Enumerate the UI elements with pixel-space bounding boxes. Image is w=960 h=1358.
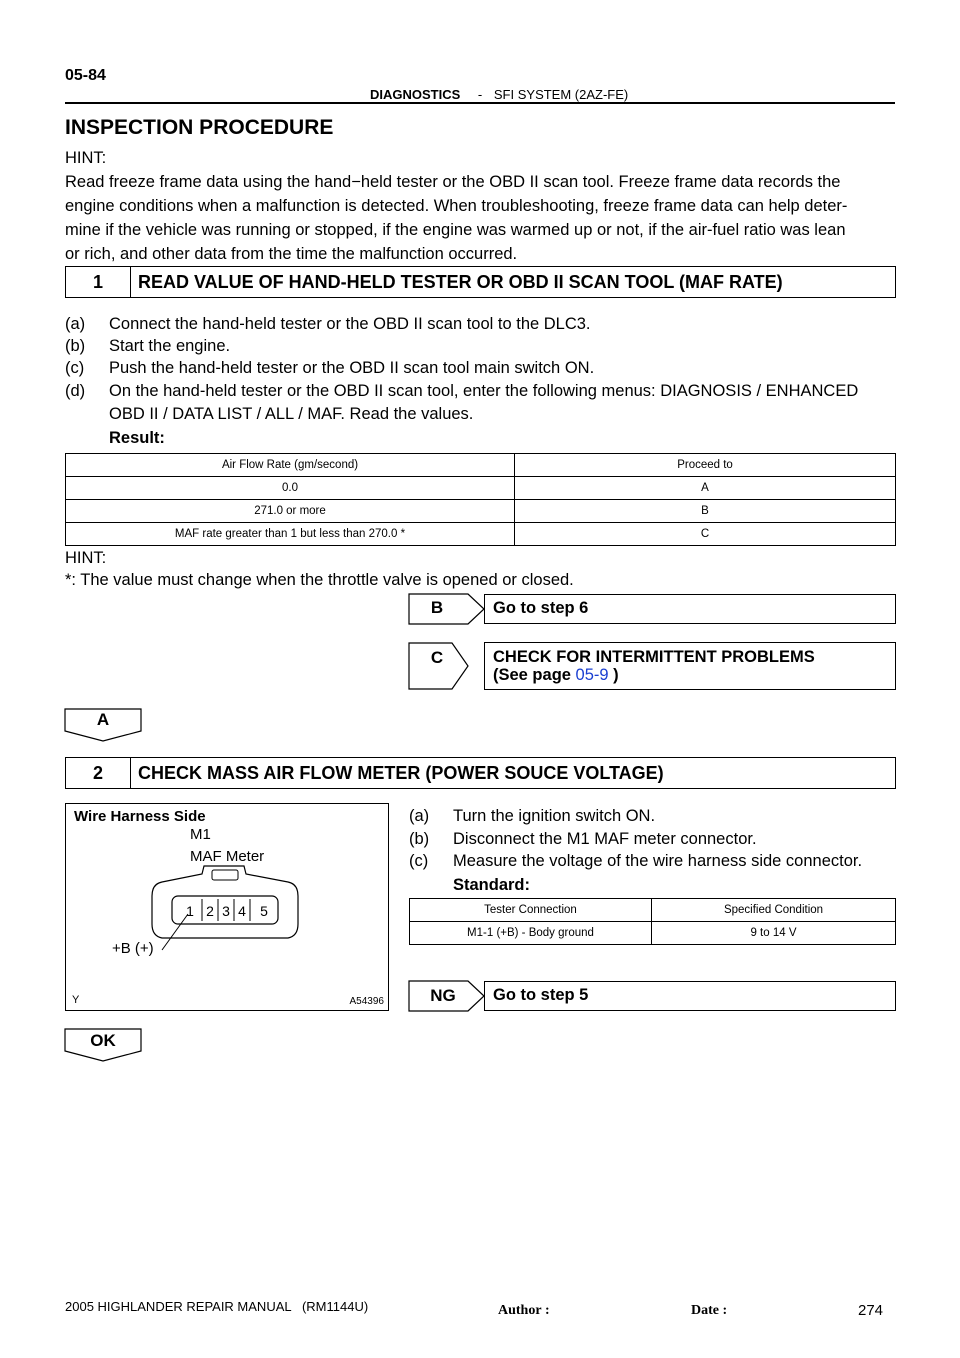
connector-drawing bbox=[66, 804, 388, 1010]
branch-box bbox=[484, 642, 896, 690]
continue-code: A bbox=[96, 710, 110, 729]
list-item bbox=[65, 357, 895, 379]
table-header-cell: Tester Connection bbox=[410, 899, 652, 922]
list-label: (c) bbox=[409, 852, 429, 870]
table-cell: MAF rate greater than 1 but less than 270.0 * bbox=[66, 523, 515, 546]
pin-label: 1 bbox=[186, 903, 194, 919]
table-cell: M1-1 (+B) - Body ground bbox=[410, 922, 652, 945]
list-item bbox=[409, 828, 895, 850]
list-text: Start the engine. bbox=[109, 337, 231, 355]
section-name: DIAGNOSTICS bbox=[370, 87, 461, 102]
list-text-continued: OBD II / DATA LIST / ALL / MAF. Read the values. bbox=[109, 405, 474, 423]
section-header bbox=[370, 87, 628, 102]
result-label: Result: bbox=[109, 429, 165, 447]
connector-latch bbox=[212, 870, 238, 880]
table-row bbox=[66, 477, 896, 500]
hint-line: engine conditions when a malfunction is detected. When troubleshooting, freeze frame data can help deter- bbox=[65, 197, 848, 215]
hint-line: mine if the vehicle was running or stopped, if the engine was warmed up or not, if the air-fuel ratio was lean bbox=[65, 221, 846, 239]
pin-label: 4 bbox=[238, 903, 246, 919]
hint-paragraph bbox=[65, 170, 897, 266]
list-item bbox=[65, 313, 895, 335]
date-label: Date : bbox=[691, 1303, 728, 1318]
branch-text: Go to step 5 bbox=[493, 986, 589, 1004]
table-cell: 271.0 or more bbox=[66, 500, 515, 523]
table-header-cell: Specified Condition bbox=[652, 899, 896, 922]
list-text: Measure the voltage of the wire harness side connector. bbox=[453, 852, 863, 870]
table-cell: 9 to 14 V bbox=[652, 922, 896, 945]
footer-page-number: 274 bbox=[858, 1302, 884, 1319]
list-label: (b) bbox=[409, 830, 430, 848]
table-header-row bbox=[66, 454, 896, 477]
branch-text: CHECK FOR INTERMITTENT PROBLEMS bbox=[493, 648, 815, 666]
step-1-header bbox=[65, 266, 896, 298]
list-text: Disconnect the M1 MAF meter connector. bbox=[453, 830, 757, 848]
figure-id: A54396 bbox=[349, 996, 384, 1007]
list-item bbox=[409, 850, 895, 872]
list-label: (d) bbox=[65, 382, 86, 400]
figure-corner-mark: Y bbox=[72, 994, 80, 1006]
branch-text-2 bbox=[493, 667, 619, 684]
step-2-header bbox=[65, 757, 896, 789]
branch-box bbox=[484, 594, 896, 624]
table-header-cell: Proceed to bbox=[515, 454, 896, 477]
header-rule bbox=[65, 102, 895, 104]
table-cell: C bbox=[515, 523, 896, 546]
hint-label: HINT: bbox=[65, 549, 107, 567]
terminal-label: +B (+) bbox=[112, 940, 154, 957]
list-text: Turn the ignition switch ON. bbox=[453, 807, 656, 825]
list-label: (a) bbox=[409, 807, 430, 825]
step-number: 1 bbox=[66, 267, 131, 297]
list-label: (a) bbox=[65, 315, 86, 333]
branch-code: NG bbox=[430, 986, 456, 1005]
list-label: (c) bbox=[65, 359, 85, 377]
connector-figure bbox=[65, 803, 389, 1011]
hint-line: Read freeze frame data using the hand−held tester or the OBD II scan tool. Freeze frame data records the bbox=[65, 173, 841, 191]
author-label: Author : bbox=[498, 1303, 550, 1318]
branch-code: C bbox=[430, 648, 444, 667]
manual-title: 2005 HIGHLANDER REPAIR MANUAL (RM1144U) bbox=[65, 1299, 369, 1314]
table-cell: B bbox=[515, 500, 896, 523]
page-title: INSPECTION PROCEDURE bbox=[65, 116, 334, 139]
list-text: Push the hand-held tester or the OBD II scan tool main switch ON. bbox=[109, 359, 595, 377]
branch-code: B bbox=[430, 598, 444, 617]
table-header-row bbox=[410, 899, 896, 922]
table-header-cell: Air Flow Rate (gm/second) bbox=[66, 454, 515, 477]
pin-label: 2 bbox=[206, 903, 214, 919]
table-cell: 0.0 bbox=[66, 477, 515, 500]
pin-label: 5 bbox=[260, 903, 268, 919]
list-text: Connect the hand-held tester or the OBD II scan tool to the DLC3. bbox=[109, 315, 591, 333]
hint-label: HINT: bbox=[65, 149, 107, 167]
see-page-suffix: ) bbox=[608, 666, 619, 684]
table-row bbox=[66, 523, 896, 546]
section-separator: - bbox=[477, 87, 483, 102]
table-row bbox=[410, 922, 896, 945]
table-cell: A bbox=[515, 477, 896, 500]
page-number: 05-84 bbox=[65, 67, 106, 84]
list-item bbox=[409, 805, 895, 827]
standard-label: Standard: bbox=[453, 876, 531, 894]
branch-box bbox=[484, 981, 896, 1011]
step-title: READ VALUE OF HAND-HELD TESTER OR OBD II SCAN TOOL (MAF RATE) bbox=[138, 272, 783, 292]
table-row bbox=[66, 500, 896, 523]
hint-note: *: The value must change when the throttle valve is opened or closed. bbox=[65, 571, 574, 589]
list-text: On the hand-held tester or the OBD II scan tool, enter the following menus: DIAGNOSIS / ENHANCED bbox=[109, 382, 859, 400]
subsection-name: SFI SYSTEM (2AZ-FE) bbox=[493, 87, 629, 102]
list-item bbox=[65, 380, 895, 402]
connector-id: M1 bbox=[190, 826, 211, 843]
hint-line: or rich, and other data from the time the malfunction occurred. bbox=[65, 245, 518, 263]
standard-table bbox=[409, 898, 896, 945]
see-page-prefix: (See page bbox=[493, 666, 576, 684]
branch-text: Go to step 6 bbox=[493, 599, 589, 617]
page-link[interactable]: 05-9 bbox=[575, 666, 609, 684]
figure-caption: Wire Harness Side bbox=[74, 808, 206, 825]
result-table bbox=[65, 453, 896, 546]
list-label: (b) bbox=[65, 337, 86, 355]
connector-name: MAF Meter bbox=[190, 848, 265, 865]
step-title: CHECK MASS AIR FLOW METER (POWER SOUCE VOLTAGE) bbox=[138, 763, 664, 783]
continue-code: OK bbox=[90, 1031, 116, 1050]
list-item bbox=[65, 335, 895, 357]
step-number: 2 bbox=[66, 758, 131, 788]
pin-label: 3 bbox=[222, 903, 230, 919]
